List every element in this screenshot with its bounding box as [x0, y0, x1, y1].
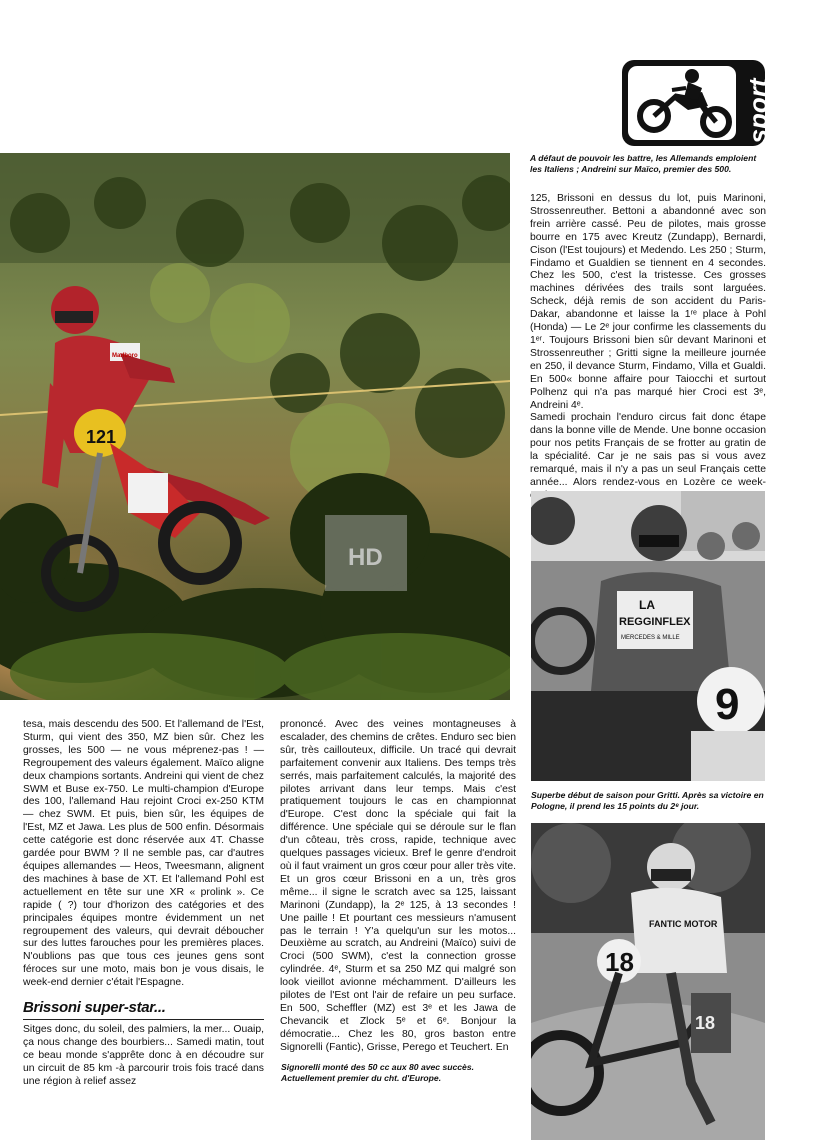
- column-2-text: [280, 719, 516, 1055]
- logo-text: sport: [743, 78, 773, 144]
- section-subheading: Brissoni super-star...: [23, 999, 166, 1016]
- column-2-paragraph: prononcé. Avec des veines montagneuses à escalader, des chemins de crêtes. Enduro sec bien sûr, très caillouteux, difficile. Un tracé qui devrait parfaitement convenir aux Italiens. Des temps très serrés, mais parfaitement calculés, la majorité des pilotes arrivant dans leur temps. Mais c'est pratiquement toujours le cas en championnat d'Europe. C'est donc la spéciale qui fait la différence. Une spéciale qui se déroule sur le flan d'un côteau, très cross, rapide, technique avec quelques passages vicieux. Bref le genre d'endroit où il faut vraiment un gros cœur pour aller très vite. Et un gros cœur Brissoni en a un, très gros même... il signe le scratch avec sa 125, laissant Marinoni (Zundapp), la 2ᵉ 125, à 13 secondes ! Une paille ! Et pourtant ces messieurs n'amusent pas le terrain ! Y'a quelqu'un sur les motos... Deuxième au scratch, au Andreini (Maïco) suivi de Croci (500 SWM), c'est la connection grosse cylindrée. 4ᵉ, Sturm et sa 250 MZ qui malgré son look vieillot avionne méchamment. D'ailleurs les pilotes de l'Est ont l'air de refaire un peu surface. En 500, Scheffler (MZ) est 3ᵉ et les Jawa de Chevancik et Zlock 5ᵉ et 6ᵉ. Bonjour la démocratie... Chez les 80, gros baston entre Signorelli (Fantic), Grisse, Perego et Teuchert. En: [280, 719, 516, 1053]
- number-plate-text: 121: [86, 427, 117, 447]
- logo-inner-panel: [628, 66, 736, 140]
- subheading-rule: [23, 1019, 264, 1020]
- gritti-jersey-line-2: REGGINFLEX: [619, 616, 691, 628]
- caption-signorelli: Signorelli monté des 50 cc aux 80 avec succès. Actuellement premier du cht. d'Europe.: [281, 1062, 474, 1083]
- column-3-paragraph-1: 125, Brissoni en dessus du lot, puis Marinoni, Strossenreuther. Bettoni a abandonné avec son frein arrière cassé. Peu de pilotes, mais grosse bourre en 175 avec Kreutz (Zundapp), Bernardi, Cison (l'Est toujours) et Medendo. Les 250 ; Sturm, Findamo et Gualdien se tiennent en 4 secondes. Chez les 500, c'est la tristesse. Ces grosses machines dérivées des trails sont larguées. Scheck, déjà remis de son accident du Paris-Dakar, abandonne et laisse la 1ʳᵉ place à Pohl (Honda) — Le 2ᵉ jour confirme les classements du 1ᵉʳ. Toujours Brissoni bien sûr devant Marinoni et Strossenreuther ; Gritti signe la meilleure journée en 250, il devance Sturm, Findamo, Villa et Gualdi. En 500« bonne affaire pour Taiocchi et surtout Polhenz qui n'a pas marqué hier Croci est 3ᵉ, Andreini 4ᵉ.: [530, 193, 766, 411]
- column-1-paragraph-2: Sitges donc, du soleil, des palmiers, la mer... Ouaip, ça nous change des bourbiers... Samedi matin, tout ce beau monde s'apprête donc à en découdre sur un circuit de 85 km -à parcourir trois fois tracé dans une région à relief assez: [23, 1024, 264, 1087]
- signorelli-jersey-text: FANTIC MOTOR: [649, 919, 718, 929]
- gritti-photo: [531, 491, 765, 781]
- signorelli-side-plate-number: 18: [695, 1013, 716, 1033]
- caption-gritti: Superbe début de saison pour Gritti. Après sa victoire en Pologne, il prend les 15 points du 2ᵉ jour.: [531, 790, 764, 811]
- signorelli-plate-number: 18: [605, 947, 634, 977]
- gritti-jersey-line-3: MERCEDES & MILLE: [621, 635, 680, 641]
- motocross-main-image: [0, 153, 510, 700]
- watermark-text: HD: [348, 544, 383, 571]
- gritti-plate-number: 9: [715, 680, 740, 729]
- signorelli-image: [531, 823, 765, 1140]
- gritti-jersey-line-1: LA: [639, 598, 655, 612]
- column-1-text: [23, 719, 264, 990]
- column-3-text: [530, 193, 766, 503]
- column-3-paragraph-2: Samedi prochain l'enduro circus fait donc étape dans la bonne ville de Mende. Une bonne occasion pour nos petits Français de se frotter au gratin de la spécialité. Car je ne sais pas si vous avez remarqué, mais il n'y a pas un seul Français cette année... Alors rendez-vous en Lozère ce week-: [530, 412, 766, 488]
- main-photo: [0, 153, 510, 700]
- column-1-paragraph: tesa, mais descendu des 500. Et l'allemand de l'Est, Sturm, qui vient des 350, MZ bien sûr. Chez les grosses, les 500 — ne vous méprenez-pas ! — Regroupement des valeurs également. Maïco aligne deux champions sortants. Andreini qui vient de chez SWM et Buse ex-750. Le multi-champion d'Europe des 100, l'allemand Hau rejoint Croci ex-250 KTM — chez SWM. Et puis, bien sûr, les équipes de l'Est, MZ et Jawa. Les plus de 500 enfin. Désormais cette catégorie est donc réservée aux 4T. Chasse gardée pour BWM ? Il ne semble pas, car d'autres équipes allemandes — Heos, Tweesmann, alignent des machines à base de XT. Et l'allemand Pohl est actuellement en tête sur une XR « prolink ». Ce rapide ( ?) tour d'horizon des catégories et des principales équipes montre évidemment un net regroupement des valeurs, qui devrait déboucher sur des luttes farouches pour les premières places. N'oublions pas que tous ces jeunes gens sont féroces sur une moto, mais bon je vous disais, le week-end dernier c'était l'Espagne.: [23, 719, 264, 989]
- signorelli-photo: [531, 823, 765, 1140]
- motocross-rider-icon: [628, 66, 736, 140]
- column-1-text-2: [23, 1024, 264, 1089]
- gritti-image: [531, 491, 765, 781]
- jersey-logo-text: Marlboro: [112, 353, 138, 359]
- caption-top: A défaut de pouvoir les battre, les Allemands emploient les Italiens ; Andreini sur Maïco, premier des 500.: [530, 153, 757, 174]
- sport-logo: [622, 60, 773, 146]
